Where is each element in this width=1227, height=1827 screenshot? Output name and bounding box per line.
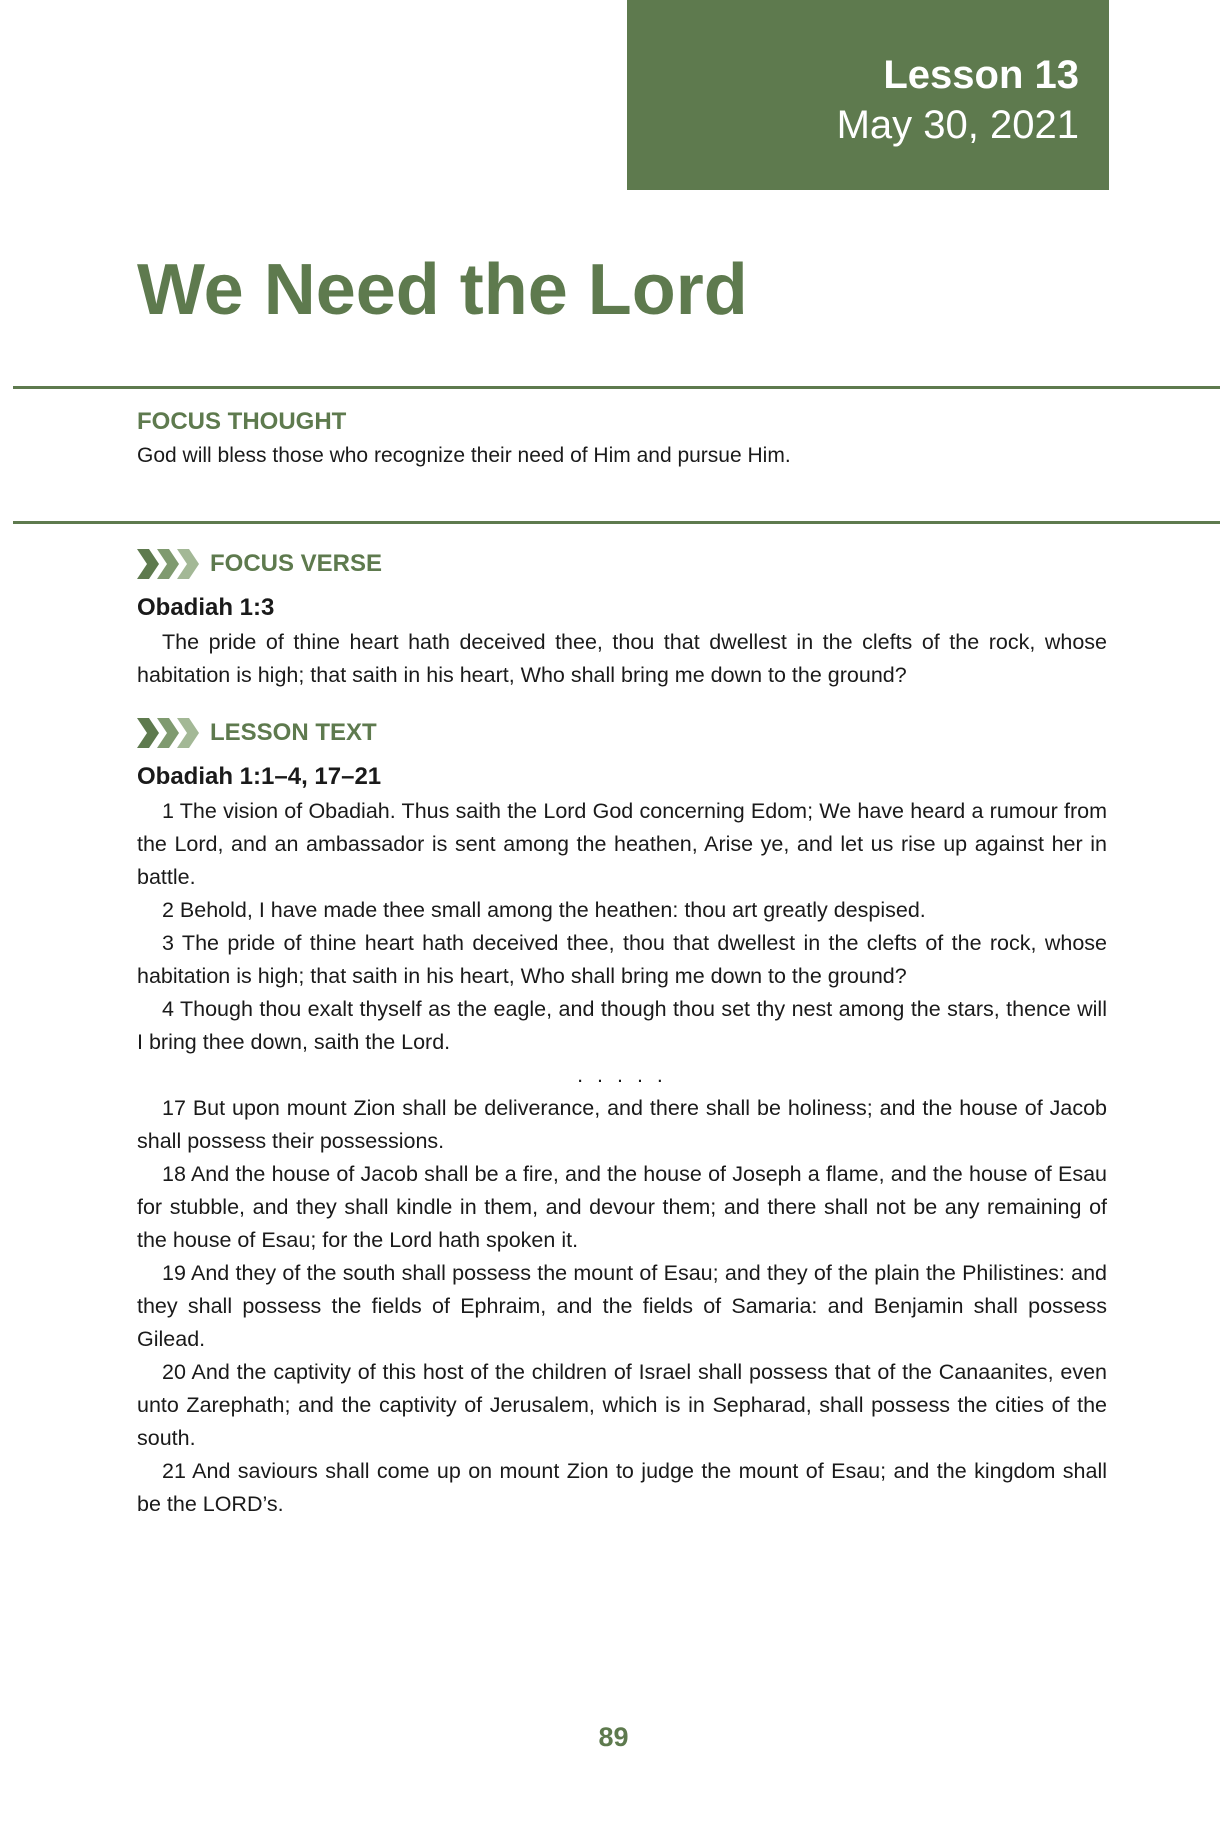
verse-3: 3 The pride of thine heart hath deceived thee, thou that dwellest in the clefts of the rock, whose habitation is high; that saith in his heart, Who shall bring me down to the ground?: [137, 931, 1107, 988]
lesson-header-box: [627, 0, 1109, 190]
focus-verse-text: The pride of thine heart hath deceived thee, thou that dwellest in the clefts of the rock, whose habitation is high; that saith in his heart, Who shall bring me down to the ground?: [137, 630, 1107, 687]
lesson-text-heading: [137, 718, 377, 748]
focus-thought-label: FOCUS THOUGHT: [137, 408, 347, 435]
divider-top: [13, 386, 1220, 389]
triple-chevron-icon: [137, 549, 199, 579]
lesson-number: Lesson 13: [883, 53, 1079, 97]
focus-verse-reference: Obadiah 1:3: [137, 594, 275, 621]
focus-verse-heading: [137, 549, 382, 579]
lesson-text-reference: Obadiah 1:1–4, 17–21: [137, 763, 382, 790]
lesson-date: May 30, 2021: [836, 103, 1079, 147]
verse-20: 20 And the captivity of this host of the children of Israel shall possess that of the Canaanites, even unto Zarephath; and the captivity of Jerusalem, which is in Sepharad, shall possess the cities of the south.: [137, 1360, 1107, 1450]
verse-21: 21 And saviours shall come up on mount Zion to judge the mount of Esau; and the kingdom shall be the LORD’s.: [137, 1459, 1107, 1516]
lesson-text-label: LESSON TEXT: [210, 719, 377, 746]
lesson-text-body: [137, 795, 1107, 1521]
verse-17: 17 But upon mount Zion shall be deliverance, and there shall be holiness; and the house of Jacob shall possess their possessions.: [137, 1096, 1107, 1153]
verse-1: 1 The vision of Obadiah. Thus saith the Lord God concerning Edom; We have heard a rumour from the Lord, and an ambassador is sent among the heathen, Arise ye, and let us rise up against her in battle.: [137, 799, 1107, 889]
page-number: 89: [598, 1722, 629, 1752]
verse-19: 19 And they of the south shall possess the mount of Esau; and they of the plain the Philistines: and they shall possess the fields of Ephraim, and the fields of Samaria: and Benjamin shall possess Gilead.: [137, 1261, 1107, 1351]
focus-verse-body: [137, 626, 1107, 692]
focus-thought-text: God will bless those who recognize their need of Him and pursue Him.: [137, 444, 791, 467]
verse-4: 4 Though thou exalt thyself as the eagle, and though thou set thy nest among the stars, thence will I bring thee down, saith the Lord.: [137, 997, 1107, 1054]
verse-2: 2 Behold, I have made thee small among the heathen: thou art greatly despised.: [162, 898, 926, 922]
divider-bottom: [13, 521, 1220, 524]
focus-verse-label: FOCUS VERSE: [210, 550, 383, 577]
verse-separator: . . . . .: [577, 1063, 667, 1087]
triple-chevron-icon: [137, 718, 199, 748]
verse-18: 18 And the house of Jacob shall be a fire, and the house of Joseph a flame, and the house of Esau for stubble, and they shall kindle in them, and devour them; and there shall not be any remaining of the house of Esau; for the Lord hath spoken it.: [137, 1162, 1107, 1252]
page-title: We Need the Lord: [137, 250, 748, 330]
